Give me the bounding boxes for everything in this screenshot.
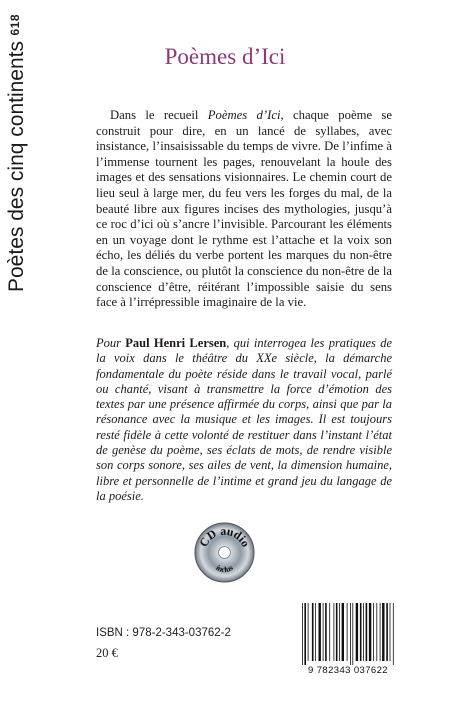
spine-page-number: 618 [8, 14, 22, 36]
spine-series-title: Poètes des cinq continents [5, 41, 28, 292]
barcode [296, 601, 401, 675]
isbn-text: ISBN : 978-2-343-03762-2 [96, 627, 231, 639]
author-paragraph [96, 336, 392, 504]
author-intro: Pour [96, 336, 126, 350]
price-text: 20 € [96, 646, 118, 660]
book-title: Poèmes d’Ici [164, 44, 286, 69]
description-text: , chaque poème se construit pour dire, en un lancé de syllabes, avec insistance, l’insaisissable du temps de vivre. De l’infime à l’immense tournent les pages, renouvelant la houle des images et des sensations visionnaires. Le chemin court de lieu seul à large mer, du feu vers les forges du mal, de la beauté libre aux figures incises des mythologies, jusqu’à ce roc d’ici où s’ancre l’invisible. Parcourant les éléments en un voyage dont le rythme est l’attache et la voix son écho, les déliés du verbe portent les marques du non-être de la conscience, ou plutôt la conscience du non-être de la conscience d’être, réitérant l’impossible saisie du sens face à l’irrépressible imaginaire de la vie. [96, 108, 392, 310]
cd-audio-badge [193, 521, 256, 584]
cd-sub-label: inclus [214, 563, 235, 575]
barcode-digits: 9 782343 037622 [308, 665, 388, 675]
description-paragraph [96, 108, 392, 311]
description-title-italic: Poèmes d’Ici [207, 108, 281, 122]
cd-label: CD audio [196, 523, 254, 550]
author-text: , qui interrogea les pratiques de la voix dans le théâtre du XXe siècle, la démarche fondamentale du poète réside dans le travail vocal, parlé ou chanté, visant à transmettre la force d’émotion des textes par une présence affirmée du corps, ainsi que par la résonance avec la musique et les images. Il est toujours resté fidèle à cette volonté de restituer dans l’instant l’état de genèse du poème, ses éclats de mots, de rendre visible son corps sonore, ses ailes de vent, la dimension humaine, libre et personnelle de l’intime et grand jeu du langage de la poésie. [96, 336, 393, 503]
description-intro: Dans le recueil [110, 108, 208, 122]
barcode-bars [302, 603, 394, 665]
author-name: Paul Henri Lersen [125, 336, 227, 350]
